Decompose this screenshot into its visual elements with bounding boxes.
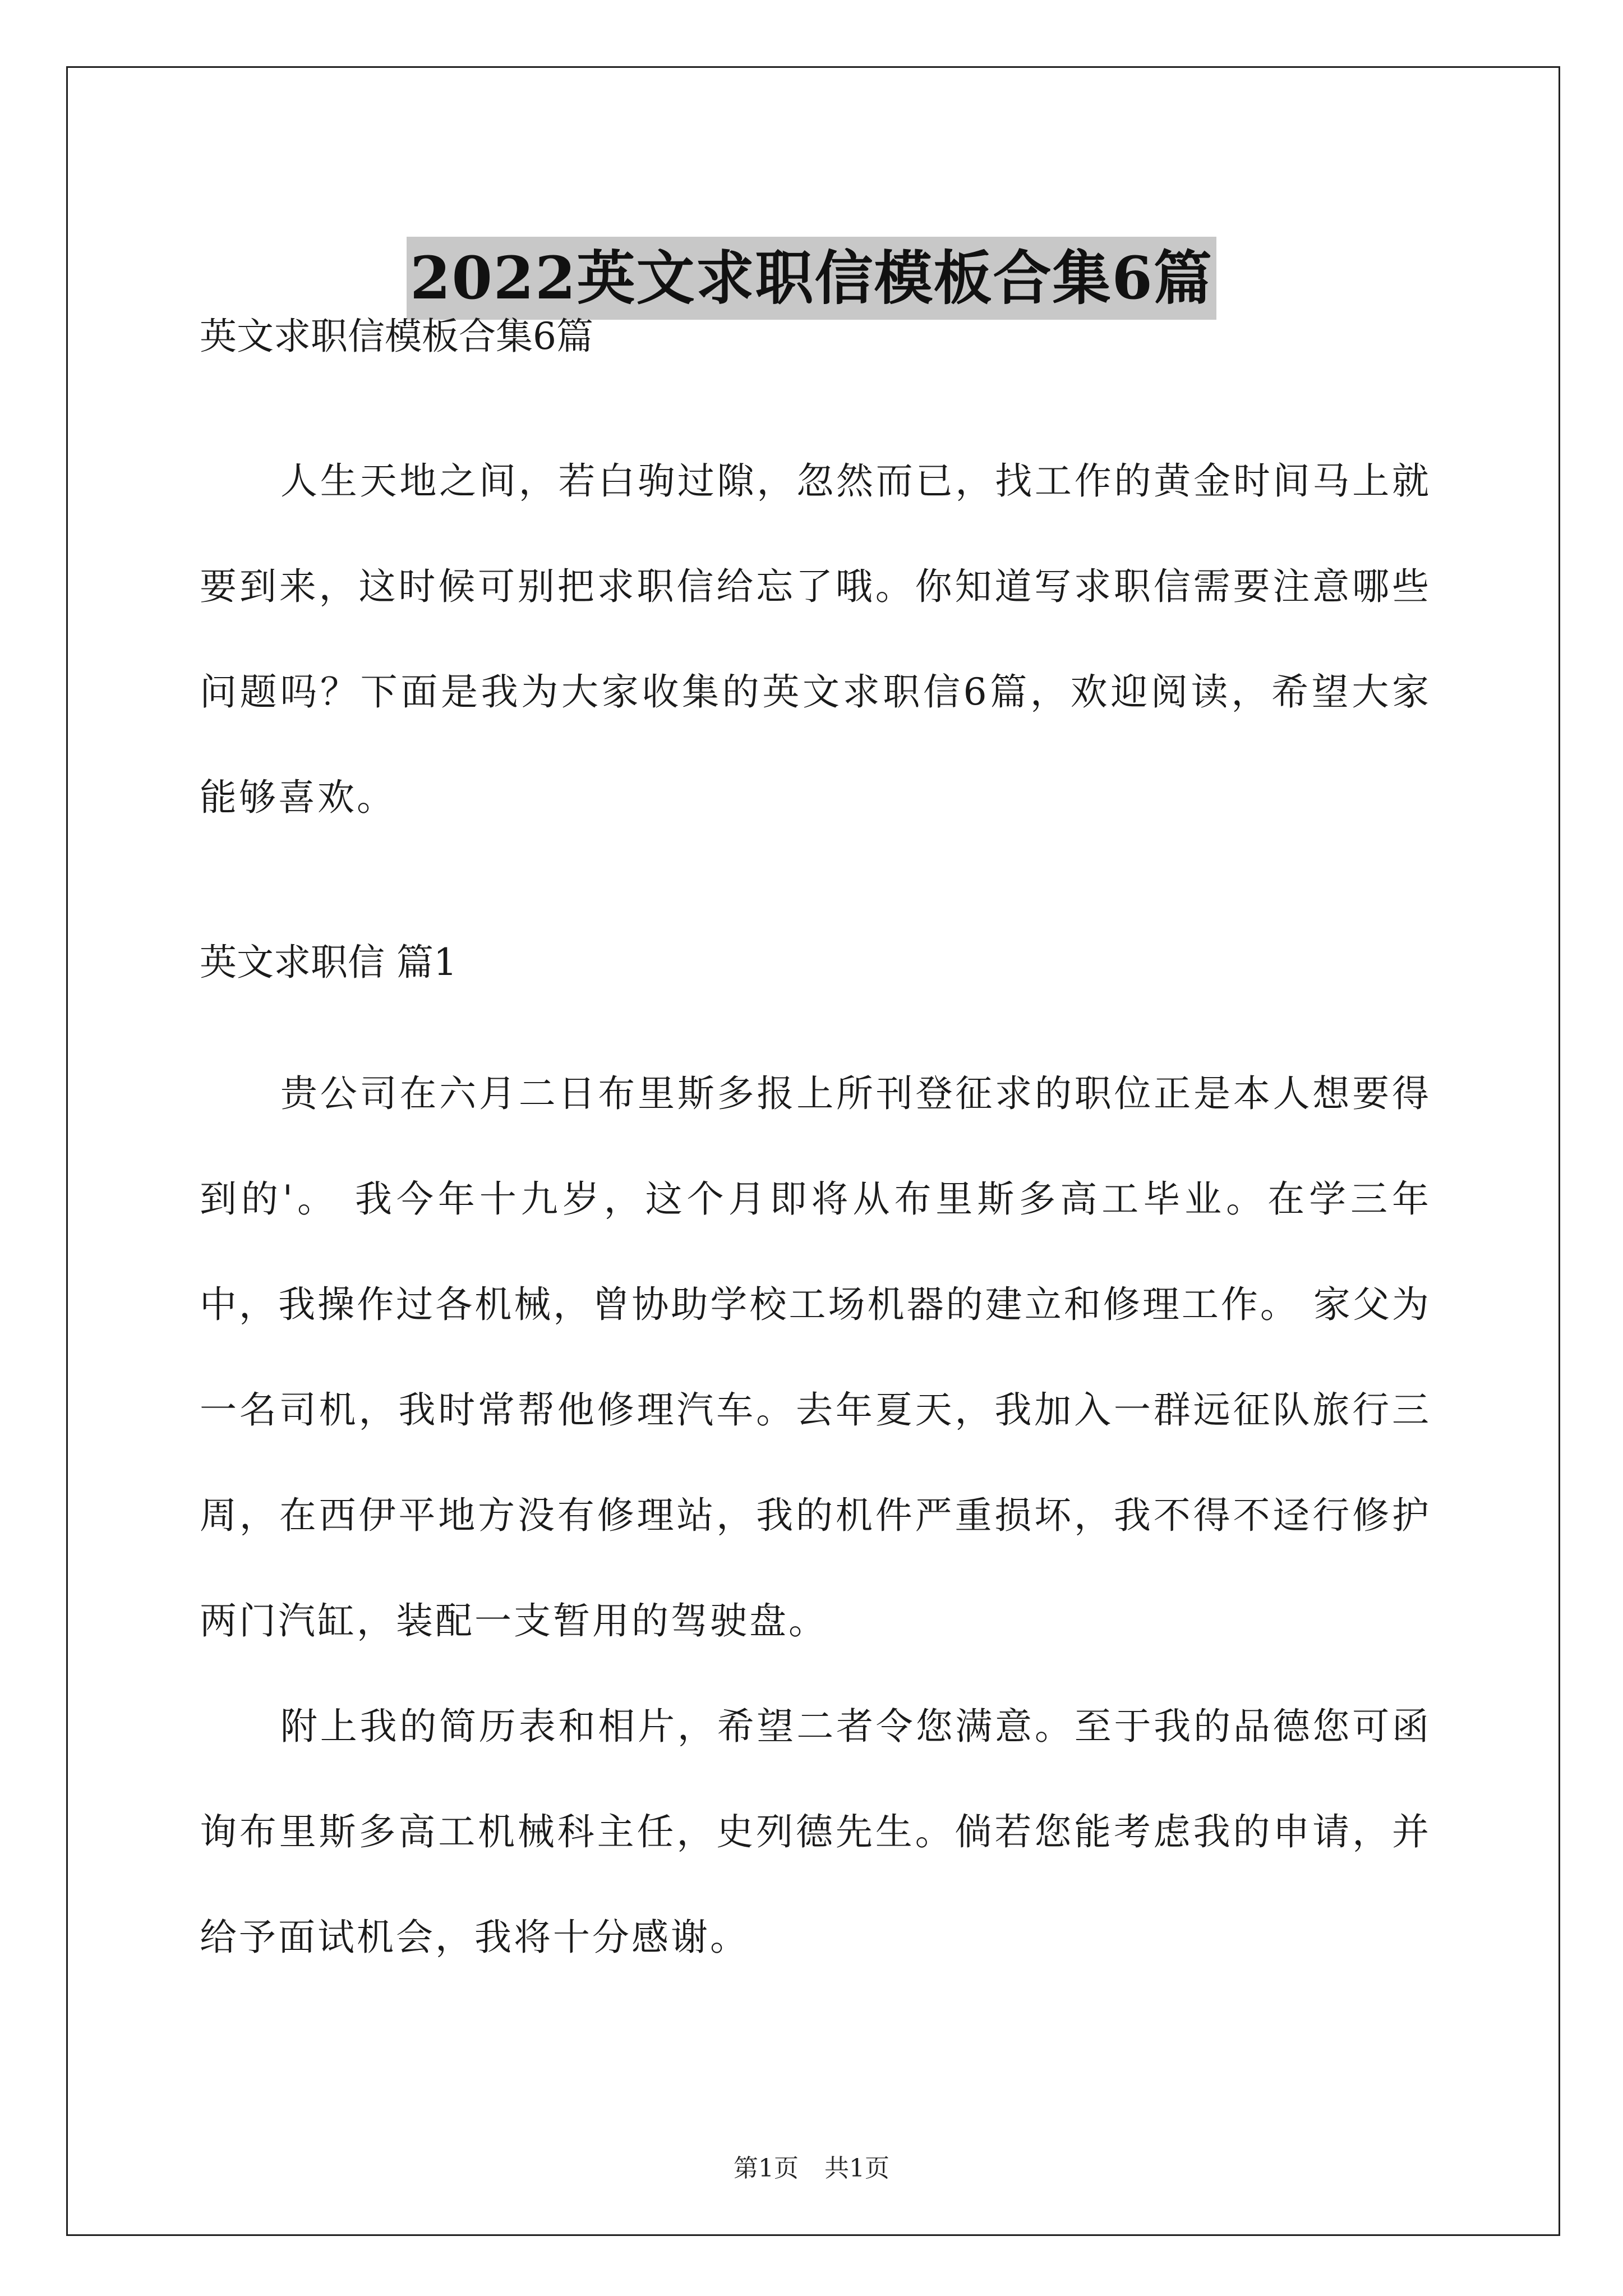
document-title: 2022英文求职信模板合集6篇 bbox=[407, 237, 1216, 320]
body-paragraph-1: 贵公司在六月二日布里斯多报上所刊登征求的职位正是本人想要得到的'。 我今年十九岁，这个月即将从布里斯多高工毕业。在学三年中，我操作过各机械，曾协助学校工场机器的建立和修理工作。 家父为一名司机，我时常帮他修理汽车。去年夏天，我加入一群远征队旅行三周，在西伊平地方没有修理站，我的机件严重损坏，我不得不迳行修护两门汽缸，装配一支暂用的驾驶盘。 bbox=[200, 1072, 1431, 1642]
intro-paragraph: 人生天地之间，若白驹过隙，忽然而已，找工作的黄金时间马上就要到来，这时候可别把求职信给忘了哦。你知道写求职信需要注意哪些问题吗？下面是我为大家收集的英文求职信6篇，欢迎阅读，希望大家能够喜欢。 bbox=[200, 459, 1431, 819]
section-heading: 英文求职信 篇1 bbox=[200, 941, 457, 984]
page-number-total: 共1页 bbox=[824, 2154, 889, 2183]
document-subtitle: 英文求职信模板合集6篇 bbox=[200, 315, 593, 358]
page-footer bbox=[0, 2152, 1623, 2185]
page-number-current: 第1页 bbox=[734, 2154, 799, 2183]
document-body bbox=[200, 309, 1431, 1990]
body-paragraph-2: 附上我的简历表和相片，希望二者令您满意。至于我的品德您可函询布里斯多高工机械科主任，史列德先生。倘若您能考虑我的申请，并给予面试机会，我将十分感谢。 bbox=[200, 1705, 1431, 1959]
